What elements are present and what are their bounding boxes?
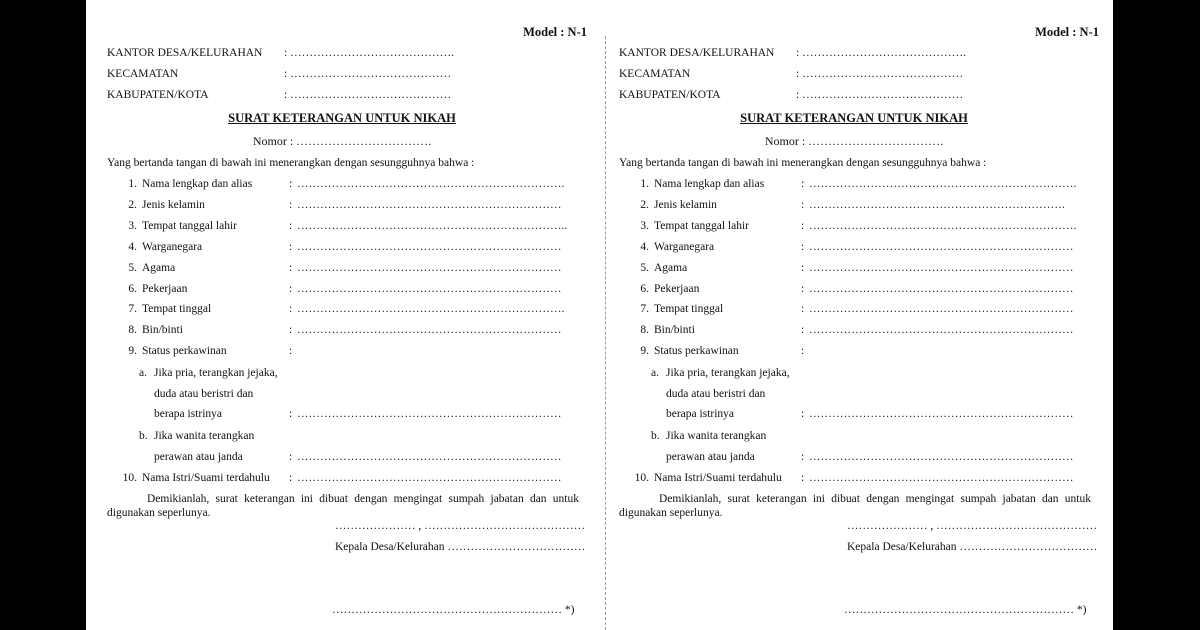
sub-item-label: berapa istrinya [666,408,735,420]
model-code: Model : N-1 [523,25,587,39]
item-fill-line: …………………………………………………………… [809,283,1074,295]
item-number: 1. [128,178,137,190]
item-label: Jenis kelamin [654,199,717,211]
item-colon: : [289,262,293,274]
form-item [619,262,1099,278]
form-item [619,178,1099,194]
sub-item-a-line [107,408,587,424]
item-label: Agama [654,262,688,274]
item-fill-line: …………………………………………………………… [297,199,562,211]
sub-item-mark: b. [139,430,148,442]
signature-line: …………………………………………………… *) [844,604,1087,616]
sub-item-mark: a. [139,367,147,379]
item-fill-line: ……………………………………………………………. [297,303,565,315]
item-fill-line: …………………………………………………………… [297,283,562,295]
item-colon: : [289,472,293,484]
intro-text: Yang bertanda tangan di bawah ini menerangkan dengan sesungguhnya bahwa : [107,157,475,169]
item-fill-line: …………………………………………………………… [297,262,562,274]
item-colon: : [289,178,293,190]
item-colon: : [801,241,805,253]
form-item [619,324,1099,340]
item-number: 8. [640,324,649,336]
signature-line: …………………………………………………… *) [332,604,575,616]
sub-item-b-line [619,451,1099,467]
form-item [107,283,587,299]
sub-item-label: perawan atau janda [154,451,243,463]
item-colon: : [289,324,293,336]
sub-item-label: berapa istrinya [154,408,223,420]
item-label: Pekerjaan [654,283,700,295]
place-date-line: ………………… , …………………………………… [847,520,1098,532]
form-item [619,283,1099,299]
item-colon: : [801,451,805,463]
form-item [107,178,587,194]
item-number: 9. [128,345,137,357]
sub-item-mark: a. [651,367,659,379]
item-number: 9. [640,345,649,357]
item-fill-line: …………………………………………………………….. [297,220,568,232]
sub-item-b-line [107,451,587,467]
item-colon: : [289,220,293,232]
form-item [107,199,587,215]
place-date-line: ………………… , …………………………………… [335,520,586,532]
closing-paragraph: Demikianlah, surat keterangan ini dibuat dengan mengingat sumpah jabatan dan untuk digunakan seperlunya. [107,493,579,519]
item-fill-line: ……………………………………………………………. [809,220,1077,232]
sub-item-label: Jika wanita terangkan [666,430,767,442]
item-fill-line: …………………………………………………………… [809,241,1074,253]
item-colon: : [801,472,805,484]
sub-item-b [619,430,1099,446]
item-fill-line: …………………………………………………………… [809,472,1074,484]
item-label: Pekerjaan [142,283,188,295]
item-number: 10. [122,472,137,484]
header-label: KECAMATAN [619,68,691,80]
item-label: Warganegara [654,241,715,253]
form-left [107,0,587,630]
sub-item-label: Jika wanita terangkan [154,430,255,442]
header-label: KABUPATEN/KOTA [107,89,209,101]
sub-item-label: duda atau beristri dan [666,388,766,400]
item-colon: : [801,220,805,232]
header-label: KABUPATEN/KOTA [619,89,721,101]
form-item [619,199,1099,215]
item-fill-line: …………………………………………………………… [297,324,562,336]
sub-item-a [619,367,1099,383]
item-label: Tempat tanggal lahir [142,220,237,232]
form-item [107,220,587,236]
header-fill-line: : ……………………………………. [284,47,454,59]
item-fill-line: …………………………………………………………… [809,451,1074,463]
document-title: SURAT KETERANGAN UNTUK NIKAH [228,111,456,125]
page-divider [605,36,606,630]
item-number: 2. [128,199,137,211]
sub-item-mark: b. [651,430,660,442]
item-fill-line: …………………………………………………………… [297,451,562,463]
sub-item-a-line [619,388,1099,404]
item-number: 1. [640,178,649,190]
signer-title: Kepala Desa/Kelurahan ……………………………… [335,541,586,553]
item-number: 6. [640,283,649,295]
header-fill-line: : …………………………………… [284,68,452,80]
header-fill-line: : …………………………………… [284,89,452,101]
item-number: 3. [640,220,649,232]
sub-item-a-line [619,408,1099,424]
item-label: Nama lengkap dan alias [654,178,765,190]
item-fill-line: …………………………………………………………… [809,324,1074,336]
item-number: 7. [128,303,137,315]
item-colon: : [289,451,293,463]
item-colon: : [289,408,293,420]
form-item [619,220,1099,236]
item-fill-line: ……………………………………………………………. [297,178,565,190]
sub-item-b [107,430,587,446]
form-item [107,303,587,319]
intro-text: Yang bertanda tangan di bawah ini menerangkan dengan sesungguhnya bahwa : [619,157,987,169]
item-colon: : [801,324,805,336]
item-label: Tempat tanggal lahir [654,220,749,232]
item-fill-line: …………………………………………………………… [809,303,1074,315]
item-label: Nama Istri/Suami terdahulu [654,472,782,484]
item-number: 5. [640,262,649,274]
item-label: Nama lengkap dan alias [142,178,253,190]
item-colon: : [289,199,293,211]
form-item [619,241,1099,257]
form-item [619,345,1099,361]
item-colon: : [801,262,805,274]
closing-paragraph: Demikianlah, surat keterangan ini dibuat dengan mengingat sumpah jabatan dan untuk digunakan seperlunya. [619,493,1091,519]
sub-item-label: Jika pria, terangkan jejaka, [666,367,790,379]
item-fill-line: ……………………………………………………………. [809,178,1077,190]
item-fill-line: …………………………………………………………… [297,241,562,253]
item-fill-line: …………………………………………………………… [297,472,562,484]
header-fill-line: : …………………………………… [796,89,964,101]
item-colon: : [801,199,805,211]
model-code: Model : N-1 [1035,25,1099,39]
item-fill-line: …………………………………………………………… [809,408,1074,420]
header-fill-line: : …………………………………… [796,68,964,80]
sub-item-label: Jika pria, terangkan jejaka, [154,367,278,379]
item-label: Tempat tinggal [142,303,212,315]
item-label: Status perkawinan [654,345,739,357]
item-number: 4. [128,241,137,253]
item-fill-line: …………………………………………………………… [297,408,562,420]
item-label: Status perkawinan [142,345,227,357]
item-colon: : [801,303,805,315]
item-colon: : [289,303,293,315]
item-label: Nama Istri/Suami terdahulu [142,472,270,484]
item-label: Warganegara [142,241,203,253]
signer-title: Kepala Desa/Kelurahan ……………………………… [847,541,1098,553]
item-colon: : [801,408,805,420]
form-item [619,303,1099,319]
item-colon: : [289,283,293,295]
item-colon: : [801,345,805,357]
header-label: KECAMATAN [107,68,179,80]
header-fill-line: : ……………………………………. [796,47,966,59]
item-label: Bin/binti [142,324,183,336]
form-item [619,472,1099,488]
header-label: KANTOR DESA/KELURAHAN [619,47,775,59]
form-item [107,241,587,257]
form-item [107,324,587,340]
sub-item-a-line [107,388,587,404]
document-number: Nomor : ……………………………. [252,134,432,148]
item-label: Tempat tinggal [654,303,724,315]
item-number: 10. [634,472,649,484]
item-label: Bin/binti [654,324,695,336]
item-colon: : [801,178,805,190]
sub-item-label: perawan atau janda [666,451,755,463]
form-item [107,262,587,278]
item-colon: : [289,241,293,253]
document-title: SURAT KETERANGAN UNTUK NIKAH [740,111,968,125]
item-label: Jenis kelamin [142,199,205,211]
item-colon: : [801,283,805,295]
item-number: 5. [128,262,137,274]
document-sheet [86,0,1113,630]
document-number: Nomor : ……………………………. [764,134,944,148]
form-item [107,472,587,488]
item-number: 4. [640,241,649,253]
item-fill-line: …………………………………………………………. [809,199,1065,211]
item-number: 6. [128,283,137,295]
item-number: 2. [640,199,649,211]
item-label: Agama [142,262,176,274]
form-item [107,345,587,361]
item-number: 3. [128,220,137,232]
sub-item-a [107,367,587,383]
header-label: KANTOR DESA/KELURAHAN [107,47,263,59]
item-number: 8. [128,324,137,336]
item-number: 7. [640,303,649,315]
form-right [619,0,1099,630]
item-fill-line: …………………………………………………………… [809,262,1074,274]
item-colon: : [289,345,293,357]
sub-item-label: duda atau beristri dan [154,388,254,400]
